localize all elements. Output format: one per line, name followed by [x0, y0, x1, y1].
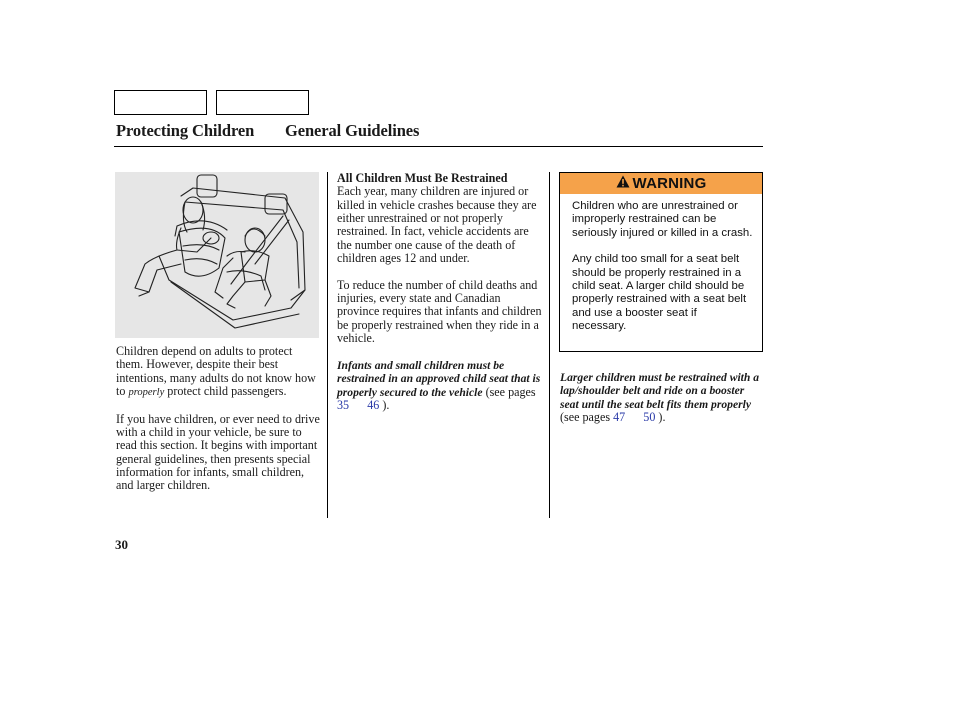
larger-ref-prefix: (see pages — [560, 410, 611, 425]
warning-text — [572, 200, 754, 333]
warning-header — [560, 173, 762, 194]
page-number: 30 — [115, 537, 128, 552]
section-title: Protecting Children — [116, 121, 255, 140]
column-divider-2 — [549, 172, 550, 518]
child-seats-illustration — [115, 172, 319, 338]
larger-ref-link-start[interactable]: 47 — [613, 410, 626, 425]
infant-ref-link-start[interactable]: 35 — [337, 397, 350, 412]
intro-text-before: Children depend on adults to protect them. However, despite their best intentions, many adults do not know how to — [116, 344, 316, 399]
larger-ref-suffix: ). — [658, 410, 666, 425]
larger-children-emphasis: Larger children must be restrained with a lap/shoulder belt and ride on a booster seat until the seat belt fits them properly — [560, 371, 760, 411]
intro-italic-word: properly — [128, 387, 165, 399]
intro-text-after: protect child passengers. — [167, 384, 287, 399]
infant-restraint-note — [337, 359, 543, 412]
restraint-column — [337, 172, 543, 412]
infant-ref-prefix: (see pages — [485, 384, 536, 399]
restraint-subheading: All Children Must Be Restrained — [337, 171, 508, 185]
restraint-paragraph-2: To reduce the number of child deaths and injuries, every state and Canadian province requires that infants and children be properly restrained when they ride in a vehicle. — [337, 277, 542, 346]
intro-column — [116, 345, 321, 493]
nav-tab-box-1[interactable] — [114, 90, 207, 115]
infant-ref-suffix: ). — [382, 397, 390, 412]
intro-paragraph-2: If you have children, or ever need to drive with a child in your vehicle, be sure to read this section. It begins with important general guidelines, then presents special information for infants, small children, and larger children. — [116, 411, 320, 493]
warning-box — [559, 172, 763, 352]
nav-tab-box-2[interactable] — [216, 90, 309, 115]
warning-label: WARNING — [632, 175, 707, 192]
intro-paragraph-1 — [116, 345, 321, 399]
warning-paragraph-2: Any child too small for a seat belt should be properly restrained in a child seat. A larger child should be properly restrained with a seat belt and use a booster seat if necessary. — [572, 253, 747, 333]
larger-children-note — [560, 371, 764, 424]
column-divider-1 — [327, 172, 328, 518]
infant-restraint-emphasis: Infants and small children must be restrained in an approved child seat that is properly secured to the vehicle — [337, 358, 541, 399]
warning-paragraph-1: Children who are unrestrained or improperly restrained can be seriously injured or killed in a crash. — [572, 200, 753, 239]
restraint-paragraph-1: Each year, many children are injured or killed in vehicle crashes because they are either unrestrained or not properly restrained. In fact, vehicle accidents are the number one cause of the death of children ages 12 and under. — [337, 184, 537, 266]
larger-ref-link-end[interactable]: 50 — [643, 410, 656, 425]
topic-title: General Guidelines — [285, 121, 420, 140]
infant-ref-link-end[interactable]: 46 — [367, 397, 380, 412]
warning-triangle-icon — [616, 175, 630, 193]
larger-children-paragraph — [560, 371, 764, 424]
header-rule — [114, 146, 763, 147]
